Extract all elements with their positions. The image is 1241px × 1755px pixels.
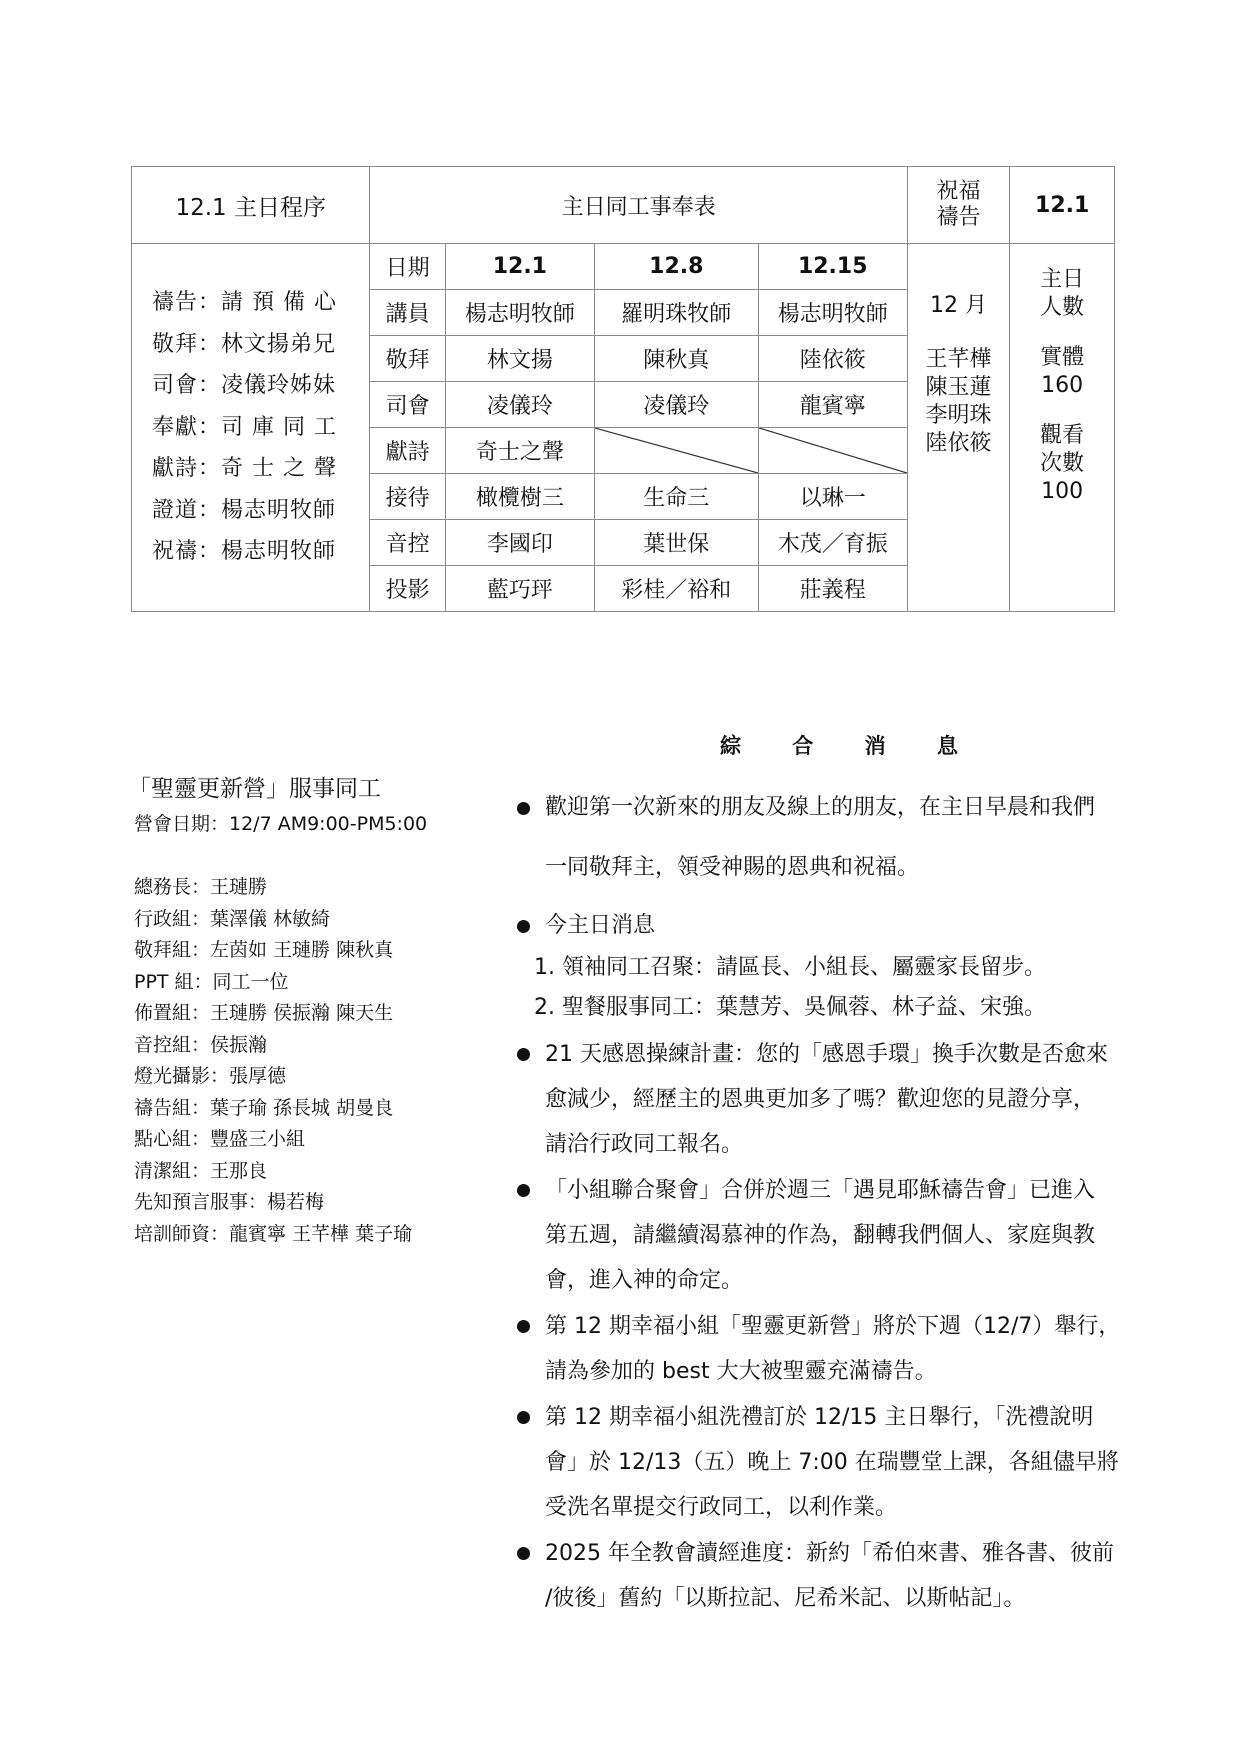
role-label: 接待 xyxy=(370,474,445,520)
program-list xyxy=(132,282,369,573)
bullet-icon xyxy=(517,1547,530,1560)
roster-cell: 羅明珠牧師 xyxy=(594,290,758,336)
program-item: 司會：凌儀玲姊妹 xyxy=(152,373,337,399)
empty-slash-cell xyxy=(758,428,907,474)
date-label: 日期 xyxy=(370,244,445,290)
attendance-cell xyxy=(1010,244,1115,612)
role-label: 司會 xyxy=(370,382,445,428)
news-item: 「小組聯合聚會」合併於週三「遇見耶穌禱告會」已進入 第五週，請繼續渴慕神的作為，翻轉我們個人、家庭與教 會，進入神的命定。 xyxy=(510,1168,1130,1303)
roster-cell: 凌儀玲 xyxy=(594,382,758,428)
schedule-table xyxy=(131,166,1115,612)
roster-header: 主日同工事奉表 xyxy=(370,167,907,244)
roster-cell: 以琳一 xyxy=(758,474,907,520)
staff-item: 行政組：葉澤儀 林敏綺 xyxy=(134,907,331,930)
empty-slash-cell xyxy=(594,428,758,474)
camp-date: 營會日期：12/7 AM9:00-PM5:00 xyxy=(134,813,428,835)
blessing-name: 陳玉蓮 xyxy=(925,375,992,400)
blessing-name: 李明珠 xyxy=(925,403,992,428)
role-label: 講員 xyxy=(370,290,445,336)
roster-cell: 楊志明牧師 xyxy=(758,290,907,336)
staff-item: 佈置組：王璉勝 侯振瀚 陳天生 xyxy=(134,1002,394,1024)
blessing-header: 祝福 禱告 xyxy=(907,167,1010,244)
roster-cell: 橄欖樹三 xyxy=(445,474,594,520)
blessing-cell xyxy=(907,244,1010,612)
roster-cell: 生命三 xyxy=(594,474,758,520)
date-col: 12.15 xyxy=(758,244,907,290)
staff-item: 敬拜組：左茵如 王璉勝 陳秋真 xyxy=(134,939,394,961)
roster-cell: 藍巧玶 xyxy=(445,566,594,612)
news-subitem: 1. 領袖同工召聚：請區長、小組長、屬靈家長留步。 xyxy=(534,955,1046,980)
news-item: 第 12 期幸福小組「聖靈更新營」將於下週（12/7）舉行， 請為參加的 best 大大被聖靈充滿禱告。 xyxy=(510,1304,1130,1394)
staff-item: 點心組：豐盛三小組 xyxy=(134,1128,306,1150)
blessing-month: 12 月 xyxy=(930,293,987,318)
program-header: 12.1 主日程序 xyxy=(132,167,370,244)
news-section xyxy=(510,778,1130,1621)
program-list-cell xyxy=(132,244,370,612)
program-item: 奉獻：司 庫 同 工 xyxy=(152,414,337,440)
program-item: 獻詩：奇 士 之 聲 xyxy=(152,456,337,482)
date-header: 12.1 xyxy=(1010,167,1115,244)
staff-item: 燈光攝影：張厚德 xyxy=(134,1065,287,1087)
program-item: 禱告：請 預 備 心 xyxy=(152,290,337,316)
news-item: 今主日消息 xyxy=(510,904,1130,948)
date-col: 12.8 xyxy=(594,244,758,290)
news-item: 2025 年全教會讀經進度：新約「希伯來書、雅各書、彼前 /彼後」舊約「以斯拉記、尼希米記、以斯帖記」。 xyxy=(510,1531,1130,1621)
staff-item: 清潔組：王那良 xyxy=(134,1159,268,1182)
physical-count: 實體 160 xyxy=(1040,345,1085,398)
diagonal-line-icon xyxy=(759,428,907,473)
diagonal-line-icon xyxy=(595,428,758,473)
news-item: 第 12 期幸福小組洗禮訂於 12/15 主日舉行，「洗禮說明 會」於 12/13（五）晚上 7:00 在瑞豐堂上課，各組儘早將 受洗名單提交行政同工，以利作業。 xyxy=(510,1395,1130,1530)
roster-cell: 李國印 xyxy=(445,520,594,566)
attendance-label: 主日 人數 xyxy=(1040,267,1085,320)
staff-item: 培訓師資：龍賓寧 王芊樺 葉子瑜 xyxy=(134,1222,413,1245)
role-label: 敬拜 xyxy=(370,336,445,382)
roster-cell: 凌儀玲 xyxy=(445,382,594,428)
roster-cell: 葉世保 xyxy=(594,520,758,566)
roster-cell: 龍賓寧 xyxy=(758,382,907,428)
staff-item: 先知預言服事：楊若梅 xyxy=(134,1191,325,1213)
staff-item: 禱告組：葉子瑜 孫長城 胡曼良 xyxy=(134,1096,394,1119)
roster-cell: 陸依筱 xyxy=(758,336,907,382)
blessing-name: 王芊樺 xyxy=(925,347,992,372)
staff-item: 音控組：侯振瀚 xyxy=(134,1033,268,1056)
roster-cell: 林文揚 xyxy=(445,336,594,382)
date-col: 12.1 xyxy=(445,244,594,290)
news-subitem: 2. 聖餐服事同工：葉慧芳、吳佩蓉、林子益、宋強。 xyxy=(534,995,1046,1020)
news-item: 21 天感恩操練計畫：您的「感恩手環」換手次數是否愈來 愈減少，經歷主的恩典更加多了嗎？歡迎您的見證分享， 請洽行政同工報名。 xyxy=(510,1032,1130,1167)
roster-cell: 奇士之聲 xyxy=(445,428,594,474)
roster-cell: 彩桂／裕和 xyxy=(594,566,758,612)
bullet-icon xyxy=(517,1320,530,1333)
camp-title: 「聖靈更新營」服事同工 xyxy=(128,776,381,802)
program-item: 證道：楊志明牧師 xyxy=(152,497,337,523)
news-title: 綜 合 消 息 xyxy=(720,734,980,758)
camp-staff-section xyxy=(128,770,534,1250)
program-item: 祝禱：楊志明牧師 xyxy=(152,539,337,565)
roster-cell: 莊義程 xyxy=(758,566,907,612)
staff-item: 總務長：王璉勝 xyxy=(134,876,268,898)
news-item: 歡迎第一次新來的朋友及線上的朋友，在主日早晨和我們 一同敬拜主，領受神賜的恩典和祝福。 xyxy=(510,778,1130,898)
camp-staff-list xyxy=(134,872,534,1250)
bullet-icon xyxy=(517,1411,530,1424)
bullet-icon xyxy=(517,1184,530,1197)
roster-cell: 木茂／育振 xyxy=(758,520,907,566)
bullet-icon xyxy=(517,802,530,815)
bullet-icon xyxy=(517,920,530,933)
views-count: 觀看 次數 100 xyxy=(1040,423,1085,504)
bullet-icon xyxy=(517,1048,530,1061)
roster-cell: 楊志明牧師 xyxy=(445,290,594,336)
role-label: 音控 xyxy=(370,520,445,566)
role-label: 投影 xyxy=(370,566,445,612)
program-item: 敬拜：林文揚弟兄 xyxy=(152,331,337,357)
staff-item: PPT 組：同工一位 xyxy=(134,970,289,993)
roster-cell: 陳秋真 xyxy=(594,336,758,382)
role-label: 獻詩 xyxy=(370,428,445,474)
blessing-name: 陸依筱 xyxy=(925,431,992,456)
